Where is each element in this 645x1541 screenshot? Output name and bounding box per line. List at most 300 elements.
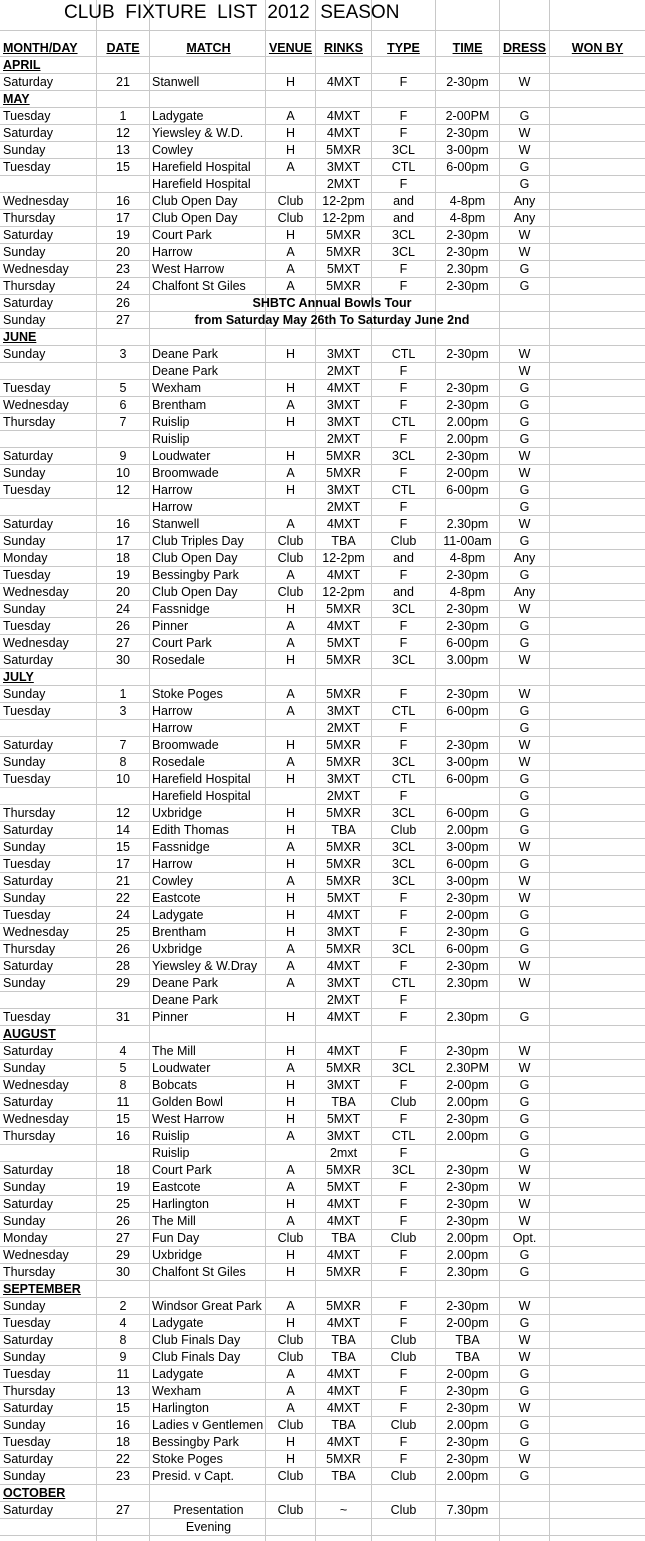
header-won-by: WON BY — [571, 41, 624, 55]
cell-time: 2.00pm — [446, 1095, 489, 1109]
cell-type: F — [399, 721, 408, 735]
cell-date: 30 — [116, 653, 130, 667]
cell-match: Edith Thomas — [152, 823, 229, 837]
cell-day: Tuesday — [3, 109, 51, 123]
cell-type: 3CL — [392, 1061, 415, 1075]
cell-rinks: 3MXT — [326, 347, 361, 361]
cell-venue: H — [285, 75, 296, 89]
cell-time: 2-30pm — [446, 568, 489, 582]
cell-match: Harrow — [152, 704, 193, 718]
cell-date: 14 — [116, 823, 130, 837]
cell-type: CTL — [391, 160, 416, 174]
cell-type: F — [399, 1044, 408, 1058]
cell-day: Saturday — [3, 1452, 54, 1466]
cell-rinks: 4MXT — [326, 1384, 361, 1398]
cell-dress: W — [518, 1180, 531, 1194]
cell-venue: A — [286, 1061, 295, 1075]
cell-dress: G — [519, 160, 530, 174]
cell-day: Sunday — [3, 755, 46, 769]
cell-type: Club — [390, 1469, 417, 1483]
cell-dress: G — [519, 1095, 530, 1109]
cell-match: Club Open Day — [152, 585, 238, 599]
cell-match: Club Open Day — [152, 194, 238, 208]
cell-match: Windsor Great Park — [152, 1299, 262, 1313]
cell-venue: Club — [277, 534, 304, 548]
cell-match: Chalfont St Giles — [152, 279, 246, 293]
cell-dress — [500, 992, 549, 1008]
cell-day: Saturday — [3, 959, 54, 973]
cell-venue: H — [285, 1078, 296, 1092]
month-heading-row — [0, 669, 645, 686]
cell-time: 3-00pm — [446, 755, 489, 769]
cell-date: 29 — [116, 976, 130, 990]
cell-match: Presentation — [173, 1503, 244, 1517]
cell-day: Saturday — [3, 1333, 54, 1347]
cell-rinks: 5MXR — [326, 738, 361, 752]
cell-day: Sunday — [3, 1061, 46, 1075]
cell-time: 2-30pm — [446, 1197, 489, 1211]
cell-venue: H — [285, 738, 296, 752]
table-row — [0, 975, 645, 992]
cell-dress: Any — [513, 211, 536, 225]
cell-dress: G — [519, 619, 530, 633]
cell-type: F — [399, 1010, 408, 1024]
cell-match: Fun Day — [152, 1231, 200, 1245]
cell-venue: A — [286, 279, 295, 293]
cell-day: Sunday — [3, 245, 46, 259]
cell-match: Cowley — [152, 874, 193, 888]
cell-venue: A — [286, 619, 295, 633]
cell-date — [97, 720, 149, 736]
cell-dress: G — [519, 823, 530, 837]
cell-type: F — [399, 126, 408, 140]
cell-match: Deane Park — [152, 993, 219, 1007]
cell-day: Thursday — [3, 415, 56, 429]
cell-day: Sunday — [3, 1469, 46, 1483]
cell-venue: A — [286, 840, 295, 854]
table-row — [0, 1094, 645, 1111]
cell-time: 2-30pm — [446, 959, 489, 973]
cell-won-by — [550, 1451, 645, 1467]
cell-time: 2-30pm — [446, 1180, 489, 1194]
cell-date: 11 — [116, 1367, 130, 1381]
cell-dress: G — [519, 942, 530, 956]
cell-type: F — [399, 687, 408, 701]
cell-day: Tuesday — [3, 1367, 51, 1381]
cell-venue: Club — [277, 1469, 304, 1483]
cell-time — [436, 992, 499, 1008]
cell-day: Tuesday — [3, 704, 51, 718]
cell-rinks: 12-2pm — [322, 585, 365, 599]
table-row — [0, 74, 645, 91]
cell-dress: G — [519, 109, 530, 123]
cell-date: 18 — [116, 1435, 130, 1449]
cell-day: Thursday — [3, 1265, 56, 1279]
cell-type: 3CL — [392, 143, 415, 157]
table-row — [0, 159, 645, 176]
cell-rinks: 3MXT — [326, 398, 361, 412]
cell-rinks: 5MXR — [326, 1299, 361, 1313]
cell-venue: H — [285, 1265, 296, 1279]
table-row — [0, 839, 645, 856]
cell-date: 5 — [119, 1061, 127, 1075]
cell-dress: G — [519, 1248, 530, 1262]
cell-type: Club — [390, 1231, 417, 1245]
cell-match: Club Finals Day — [152, 1333, 241, 1347]
cell-rinks: 12-2pm — [322, 194, 365, 208]
cell-time: 2-30pm — [446, 1299, 489, 1313]
table-row — [0, 686, 645, 703]
cell-type: F — [399, 925, 408, 939]
cell-dress: G — [519, 500, 530, 514]
cell-rinks: 4MXT — [326, 1197, 361, 1211]
cell-time: 2.30pm — [446, 1010, 489, 1024]
table-row — [0, 873, 645, 890]
cell-date: 1 — [119, 687, 127, 701]
month-heading: MAY — [3, 92, 30, 106]
cell-match: Harlington — [152, 1401, 209, 1415]
cell-dress: G — [519, 568, 530, 582]
cell-day — [3, 499, 96, 515]
cell-match: Uxbridge — [152, 1248, 203, 1262]
cell-type: F — [399, 908, 408, 922]
cell-day: Saturday — [3, 738, 54, 752]
cell-time: 2-30pm — [446, 1044, 489, 1058]
cell-date: 23 — [116, 262, 130, 276]
cell-rinks: 5MXT — [326, 636, 361, 650]
cell-day: Sunday — [3, 143, 46, 157]
cell-time: 2-00pm — [446, 1367, 489, 1381]
cell-dress: G — [519, 704, 530, 718]
cell-match: Club Open Day — [152, 551, 238, 565]
cell-time: 6-00pm — [446, 857, 489, 871]
cell-match: Rosedale — [152, 755, 205, 769]
table-row — [0, 176, 645, 193]
cell-venue: A — [286, 160, 295, 174]
table-row — [0, 754, 645, 771]
cell-day — [3, 431, 96, 447]
cell-rinks: 4MXT — [326, 109, 361, 123]
cell-date: 15 — [116, 840, 130, 854]
cell-match: The Mill — [152, 1214, 196, 1228]
table-row — [0, 1128, 645, 1145]
cell-type: Club — [390, 1095, 417, 1109]
cell-type: F — [399, 738, 408, 752]
cell-rinks: 5MXR — [326, 1061, 361, 1075]
cell-venue: A — [286, 1163, 295, 1177]
cell-dress — [500, 1502, 549, 1518]
cell-won-by — [550, 703, 645, 719]
cell-day: Monday — [3, 1231, 48, 1245]
cell-date: 1 — [119, 109, 127, 123]
table-row — [0, 771, 645, 788]
cell-match: Ladies v Gentlemen — [152, 1418, 264, 1432]
cell-rinks: 5MXR — [326, 755, 361, 769]
cell-dress: W — [518, 1299, 531, 1313]
cell-won-by — [550, 1145, 645, 1161]
cell-dress: G — [519, 857, 530, 871]
cell-rinks: 5MXT — [326, 891, 361, 905]
cell-day: Tuesday — [3, 857, 51, 871]
cell-type: F — [399, 262, 408, 276]
cell-day: Tuesday — [3, 160, 51, 174]
cell-match: Harefield Hospital — [152, 789, 251, 803]
cell-day: Wednesday — [3, 262, 69, 276]
cell-won-by — [550, 584, 645, 600]
table-row — [0, 992, 645, 1009]
cell-rinks: TBA — [331, 1350, 356, 1364]
cell-venue: A — [286, 942, 295, 956]
table-row — [0, 414, 645, 431]
cell-day: Tuesday — [3, 1435, 51, 1449]
cell-dress: W — [518, 874, 531, 888]
cell-type: F — [399, 789, 408, 803]
cell-won-by — [550, 499, 645, 515]
cell-won-by — [550, 465, 645, 481]
cell-won-by — [550, 74, 645, 90]
cell-time: 2.30pm — [446, 517, 489, 531]
cell-day: Saturday — [3, 1503, 54, 1517]
cell-rinks: 2MXT — [326, 500, 361, 514]
cell-venue: H — [285, 1316, 296, 1330]
cell-match: Brentham — [152, 925, 207, 939]
cell-dress: W — [518, 347, 531, 361]
cell-won-by — [550, 142, 645, 158]
cell-rinks: 4MXT — [326, 1435, 361, 1449]
cell-type: 3CL — [392, 840, 415, 854]
cell-won-by — [550, 737, 645, 753]
cell-dress: G — [519, 721, 530, 735]
cell-match: Ladygate — [152, 1316, 204, 1330]
cell-day: Monday — [3, 551, 48, 565]
cell-type: F — [399, 1367, 408, 1381]
cell-time: 2-30pm — [446, 449, 489, 463]
cell-match: Deane Park — [152, 976, 219, 990]
cell-venue: A — [286, 1367, 295, 1381]
cell-match: Wexham — [152, 1384, 202, 1398]
header-type: TYPE — [387, 41, 420, 55]
cell-venue: A — [286, 1129, 295, 1143]
cell-match: Ruislip — [152, 432, 190, 446]
cell-venue: A — [286, 1214, 295, 1228]
cell-won-by — [550, 1468, 645, 1484]
table-row — [0, 193, 645, 210]
cell-date: 24 — [116, 908, 130, 922]
table-row — [0, 1264, 645, 1281]
cell-type: F — [399, 1316, 408, 1330]
table-row — [0, 1009, 645, 1026]
cell-rinks: 2MXT — [326, 364, 361, 378]
table-row — [0, 533, 645, 550]
cell-dress: W — [518, 1333, 531, 1347]
cell-date: 22 — [116, 1452, 130, 1466]
table-row — [0, 1502, 645, 1519]
month-heading: JULY — [3, 670, 34, 684]
cell-dress: W — [518, 1163, 531, 1177]
cell-time: 2-30pm — [446, 619, 489, 633]
cell-type: F — [399, 568, 408, 582]
cell-rinks: 5MXR — [326, 602, 361, 616]
table-row — [0, 1451, 645, 1468]
cell-rinks: 5MXR — [326, 687, 361, 701]
cell-dress: G — [519, 1435, 530, 1449]
cell-match: Bessingby Park — [152, 568, 239, 582]
cell-won-by — [550, 1077, 645, 1093]
cell-venue: A — [286, 398, 295, 412]
cell-type: 3CL — [392, 1163, 415, 1177]
cell-type: F — [399, 1265, 408, 1279]
cell-type: F — [399, 381, 408, 395]
cell-won-by — [550, 1332, 645, 1348]
cell-dress: G — [519, 908, 530, 922]
cell-day: Saturday — [3, 653, 54, 667]
cell-won-by — [550, 635, 645, 651]
cell-type: CTL — [391, 1129, 416, 1143]
cell-dress: W — [518, 1350, 531, 1364]
cell-type: Club — [390, 1503, 417, 1517]
cell-date: 8 — [119, 1078, 127, 1092]
cell-match: Ladygate — [152, 1367, 204, 1381]
cell-type: CTL — [391, 976, 416, 990]
cell-match: Uxbridge — [152, 806, 203, 820]
cell-day: Tuesday — [3, 483, 51, 497]
table-row — [0, 210, 645, 227]
cell-won-by — [550, 516, 645, 532]
header-venue: VENUE — [268, 41, 313, 55]
cell-rinks: TBA — [331, 534, 356, 548]
cell-day: Sunday — [3, 1299, 46, 1313]
cell-date — [97, 992, 149, 1008]
cell-time: 2-30pm — [446, 228, 489, 242]
cell-date: 15 — [116, 160, 130, 174]
cell-rinks: 3MXT — [326, 925, 361, 939]
cell-date: 8 — [119, 755, 127, 769]
cell-rinks: 4MXT — [326, 619, 361, 633]
cell-won-by — [550, 958, 645, 974]
cell-venue: Club — [277, 211, 304, 225]
cell-venue: A — [286, 109, 295, 123]
cell-match: Stoke Poges — [152, 687, 223, 701]
cell-rinks: 12-2pm — [322, 551, 365, 565]
table-row — [0, 1383, 645, 1400]
cell-type: 3CL — [392, 245, 415, 259]
cell-date: 27 — [116, 1231, 130, 1245]
cell-type: F — [399, 177, 408, 191]
cell-time: 2.30pm — [446, 262, 489, 276]
cell-venue: Club — [277, 1333, 304, 1347]
cell-rinks: 4MXT — [326, 1010, 361, 1024]
table-row — [0, 1417, 645, 1434]
table-row — [0, 431, 645, 448]
cell-dress: G — [519, 432, 530, 446]
cell-type: 3CL — [392, 755, 415, 769]
table-row — [0, 482, 645, 499]
table-row — [0, 1179, 645, 1196]
cell-day: Wednesday — [3, 925, 69, 939]
cell-venue: Club — [277, 585, 304, 599]
cell-won-by — [550, 890, 645, 906]
cell-rinks: 3MXT — [326, 704, 361, 718]
cell-venue: Club — [277, 194, 304, 208]
cell-day: Sunday — [3, 891, 46, 905]
table-body — [0, 57, 645, 1536]
month-heading: JUNE — [3, 330, 37, 344]
cell-dress: W — [518, 364, 531, 378]
cell-day: Sunday — [3, 1180, 46, 1194]
cell-time: TBA — [455, 1350, 480, 1364]
month-heading: APRIL — [3, 58, 41, 72]
cell-match: Ruislip — [152, 1129, 190, 1143]
cell-date: 25 — [116, 925, 130, 939]
cell-type: CTL — [391, 347, 416, 361]
cell-time: 3-00pm — [446, 874, 489, 888]
cell-match: Stoke Poges — [152, 1452, 223, 1466]
cell-venue: A — [286, 568, 295, 582]
header-time: TIME — [452, 41, 483, 55]
cell-time: 2.30pm — [446, 976, 489, 990]
cell-match: Club Open Day — [152, 211, 238, 225]
cell-time: 3.00pm — [446, 653, 489, 667]
continuation-row — [0, 1519, 645, 1536]
cell-day: Wednesday — [3, 194, 69, 208]
cell-date: 7 — [119, 738, 127, 752]
cell-day: Thursday — [3, 211, 56, 225]
table-row — [0, 1077, 645, 1094]
cell-type: F — [399, 279, 408, 293]
table-row — [0, 142, 645, 159]
cell-time: 2-30pm — [446, 398, 489, 412]
cell-rinks: TBA — [331, 1333, 356, 1347]
cell-won-by — [550, 1196, 645, 1212]
cell-match: Harrow — [152, 245, 193, 259]
fixture-table — [0, 40, 645, 1536]
cell-venue: A — [286, 1384, 295, 1398]
cell-won-by — [550, 788, 645, 804]
cell-match: Stanwell — [152, 75, 200, 89]
cell-won-by — [550, 550, 645, 566]
table-row — [0, 125, 645, 142]
cell-day: Saturday — [3, 1197, 54, 1211]
cell-time: 2-30pm — [446, 602, 489, 616]
cell-time: 2-30pm — [446, 1112, 489, 1126]
cell-date: 10 — [116, 772, 130, 786]
cell-venue — [266, 499, 315, 515]
cell-time: 11-00am — [443, 534, 492, 548]
cell-match: Yiewsley & W.D. — [152, 126, 244, 140]
cell-rinks: TBA — [331, 823, 356, 837]
cell-dress: G — [519, 789, 530, 803]
cell-dress: G — [519, 262, 530, 276]
cell-rinks: 5MXR — [326, 942, 361, 956]
cell-type: F — [399, 432, 408, 446]
cell-won-by — [550, 1298, 645, 1314]
cell-dress: G — [519, 636, 530, 650]
cell-type: F — [399, 398, 408, 412]
cell-won-by — [550, 431, 645, 447]
table-row — [0, 958, 645, 975]
cell-time: 2-30pm — [446, 1401, 489, 1415]
cell-match: Ladygate — [152, 908, 204, 922]
table-row — [0, 1145, 645, 1162]
cell-day: Saturday — [3, 1044, 54, 1058]
cell-won-by — [550, 941, 645, 957]
cell-dress: W — [518, 126, 531, 140]
cell-date: 4 — [119, 1316, 127, 1330]
cell-day: Thursday — [3, 806, 56, 820]
cell-day: Wednesday — [3, 1248, 69, 1262]
table-row — [0, 1060, 645, 1077]
cell-match: Fassnidge — [152, 840, 210, 854]
